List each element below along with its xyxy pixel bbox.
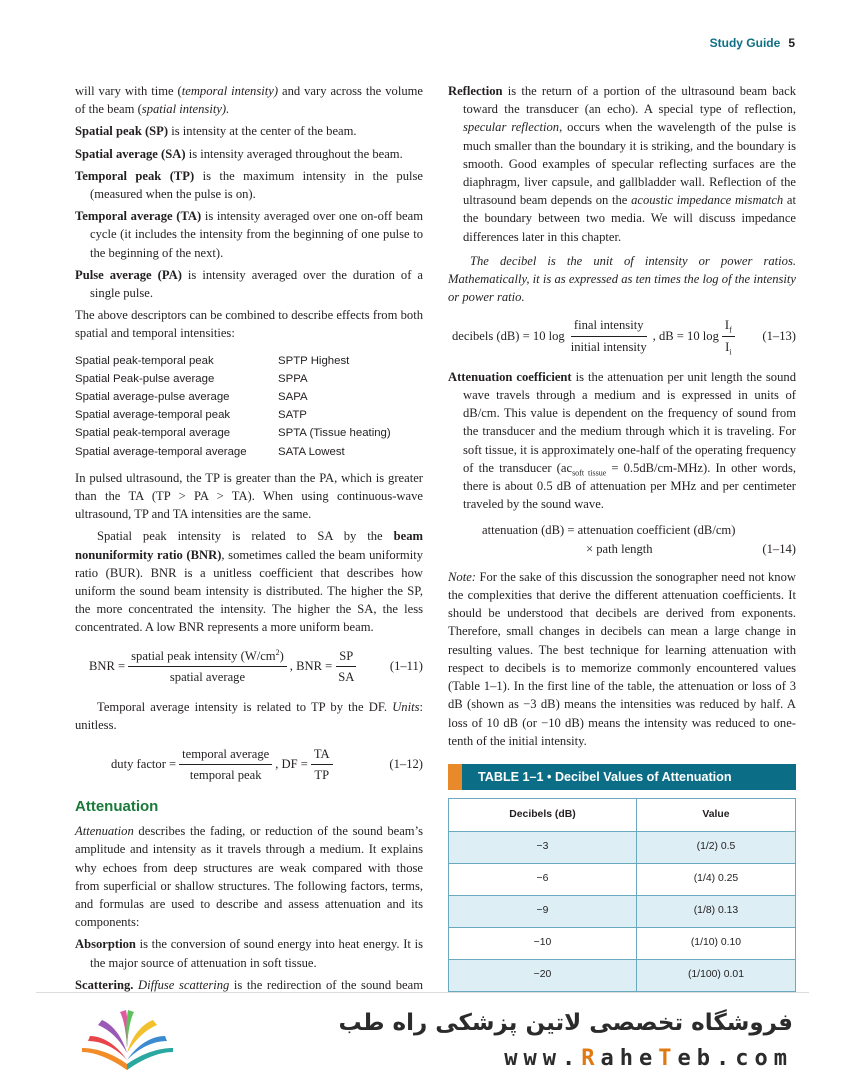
table-row: −3 (1/2) 0.5 [449,831,796,863]
table-row: −10 (1/10) 0.10 [449,927,796,959]
def-spatial-average: Spatial average (SA) is intensity averaged throughout the beam. [75,146,403,161]
list-item: Spatial average-pulse average SAPA [75,391,308,404]
def-attenuation-coefficient: Attenuation coefficient is the attenuation per unit length the sound wave travels through a medium and is expressed in units of dB/cm. This value is dependent on the frequency of sound from the transducer and the medium through which it is traveling. For soft tissue, it is approximately one-half of the operating frequency of the transducer $(ac_{soft tissue} = 0.5dB/cm-MHz)$. In other words, there is about 0.5 dB of attenuation per MHz and per centimeter traveled by the sound wave. [448,369,796,512]
header-title: Study Guide [709,36,781,50]
intro-paragraph: will vary with time (temporal intensity) and vary across the volume of the beam (spatial intensity). [75,84,423,117]
site-url: www.RaheTeb.com [504,1046,793,1071]
book-logo-icon [80,1008,175,1078]
table-row: −9 (1/8) 0.13 [449,895,796,927]
list-item: Spatial peak-temporal peak SPTP Highest [75,354,350,367]
left-column [75,82,423,1016]
table-row: −6 (1/4) 0.25 [449,863,796,895]
section-heading-attenuation: Attenuation [75,797,159,815]
descriptor-list [75,352,423,461]
running-header [710,36,795,50]
table-title: TABLE 1–1 • Decibel Values of Attenuation [448,764,796,790]
table-row: −20 (1/100) 0.01 [449,959,796,991]
combine-paragraph: The above descriptors can be combined to describe effects from both spatial and temporal intensities: [75,308,423,341]
page-number: 5 [788,36,795,50]
equation-attenuation: attenuation (dB) = attenuation coefficient (dB/cm) × path length (1–14) [482,523,796,556]
def-absorption: Absorption is the conversion of sound energy into heat energy. It is the major source of attenuation in soft tissue. [75,937,423,970]
table-title-accent [448,764,462,790]
note-paragraph: Note: For the sake of this discussion the sonographer need not know the complexities that derive the different attenuation coefficients. It should be understood that decibels are derived from exponents. Therefore, small changes in decibels can mean a large change in resulting values. The best technique for learning attenuation with respect to decibels is to memorize commonly encountered values (Table 1–1). In the first line of the table, the attenuation or loss of 3 dB (shown as −3 dB) means the intensities was reduced by half. A loss of 10 dB (or −10 dB) means the intensity was reduced to one-tenth of the initial intensity. [448,569,796,748]
list-item: Spatial average-temporal peak SATP [75,409,307,422]
list-item: Spatial Peak-pulse average SPPA [75,372,308,385]
def-temporal-peak: Temporal peak (TP) is the maximum intensity in the pulse (measured when the pulse is on). [75,168,423,202]
pulsed-paragraph: In pulsed ultrasound, the TP is greater than the PA, which is greater than the TA (TP > PA > TA). When using continuous-wave ultrasound, TP and TA intensities are the same. [75,470,423,522]
bnr-paragraph: Spatial peak intensity is related to SA by the beam nonuniformity ratio (BNR), sometimes called the beam uniformity ratio (BUR). BNR is a unitless coefficient that describes how uniform the sound beam intensity is distributed. The higher the SP, the more concentrated the intensity. The higher the SA, the less concentrated. A low BNR represents a more uniform beam. [75,529,423,635]
attenuation-paragraph: Attenuation describes the fading, or reduction of the sound beam’s amplitude and intensity as it travels through a medium. It explains why echoes from deep structures are weak compared with those from superficial or shallow structures. The following factors, terms, and formulas are used to describe and assess attenuation and its components: [75,824,423,930]
def-reflection: Reflection is the return of a portion of the ultrasound beam back toward the transducer (an echo). A special type of reflection, specular reflection, occurs when the wavelength of the pulse is much smaller than the boundary it is striking, and the boundary is smooth. Good examples of specular reflecting surfaces are the diaphragm, liver capsule, and gallbladder wall. Reflection of the ultrasound beam depends on the acoustic impedance mismatch at the boundary between two media. We will discuss impedance differences later in this chapter. [448,84,797,244]
def-scattering: Scattering. Diffuse scattering is the redirection of the sound beam [75,977,423,992]
right-column [448,82,796,992]
list-item: Spatial peak-temporal average SPTA (Tissue heating) [75,427,391,440]
equation-duty-factor: duty factor = $\frac{\text{temporal average}}{\text{temporal peak}}$ , DF = $\frac{TA}{TP}$ (1–12) [111,746,423,782]
decibel-paragraph: The decibel is the unit of intensity or power ratios. Mathematically, it is as expressed as ten times the log of the intensity or power ratio. [448,253,796,305]
equation-decibels: decibels (dB) = 10 log $\frac{\text{final intensity}}{\text{initial intensity}}$ , dB = 10 log $\frac{I_f}{I_i}$ (1–13) [452,318,796,357]
footer-divider [36,992,809,993]
ta-paragraph: Temporal average intensity is related to TP by the DF. Units: unitless. [75,700,423,733]
col-header-decibels: Decibels (dB) [449,798,637,831]
equation-bnr: BNR = $\frac{spatial peak intensity (W/cm^2)}{\text{spatial average}}$ , BNR = $\frac{SP}{SA}$ (1–11) [89,647,423,684]
decibel-table [448,798,796,992]
col-header-value: Value [636,798,795,831]
def-spatial-peak: Spatial peak (SP) is intensity at the center of the beam. [75,124,357,139]
def-pulse-average: Pulse average (PA) is intensity averaged over the duration of a single pulse. [75,267,423,301]
table-header-row [449,798,796,831]
def-temporal-average: Temporal average (TA) is intensity averaged over one on-off beam cycle (it includes the intensity from the beginning of one pulse to the beginning of the next). [75,209,423,260]
shop-name: فروشگاه تخصصی لاتین پزشکی راه طب [338,1010,793,1036]
list-item: Spatial average-temporal average SATA Lowest [75,445,345,458]
